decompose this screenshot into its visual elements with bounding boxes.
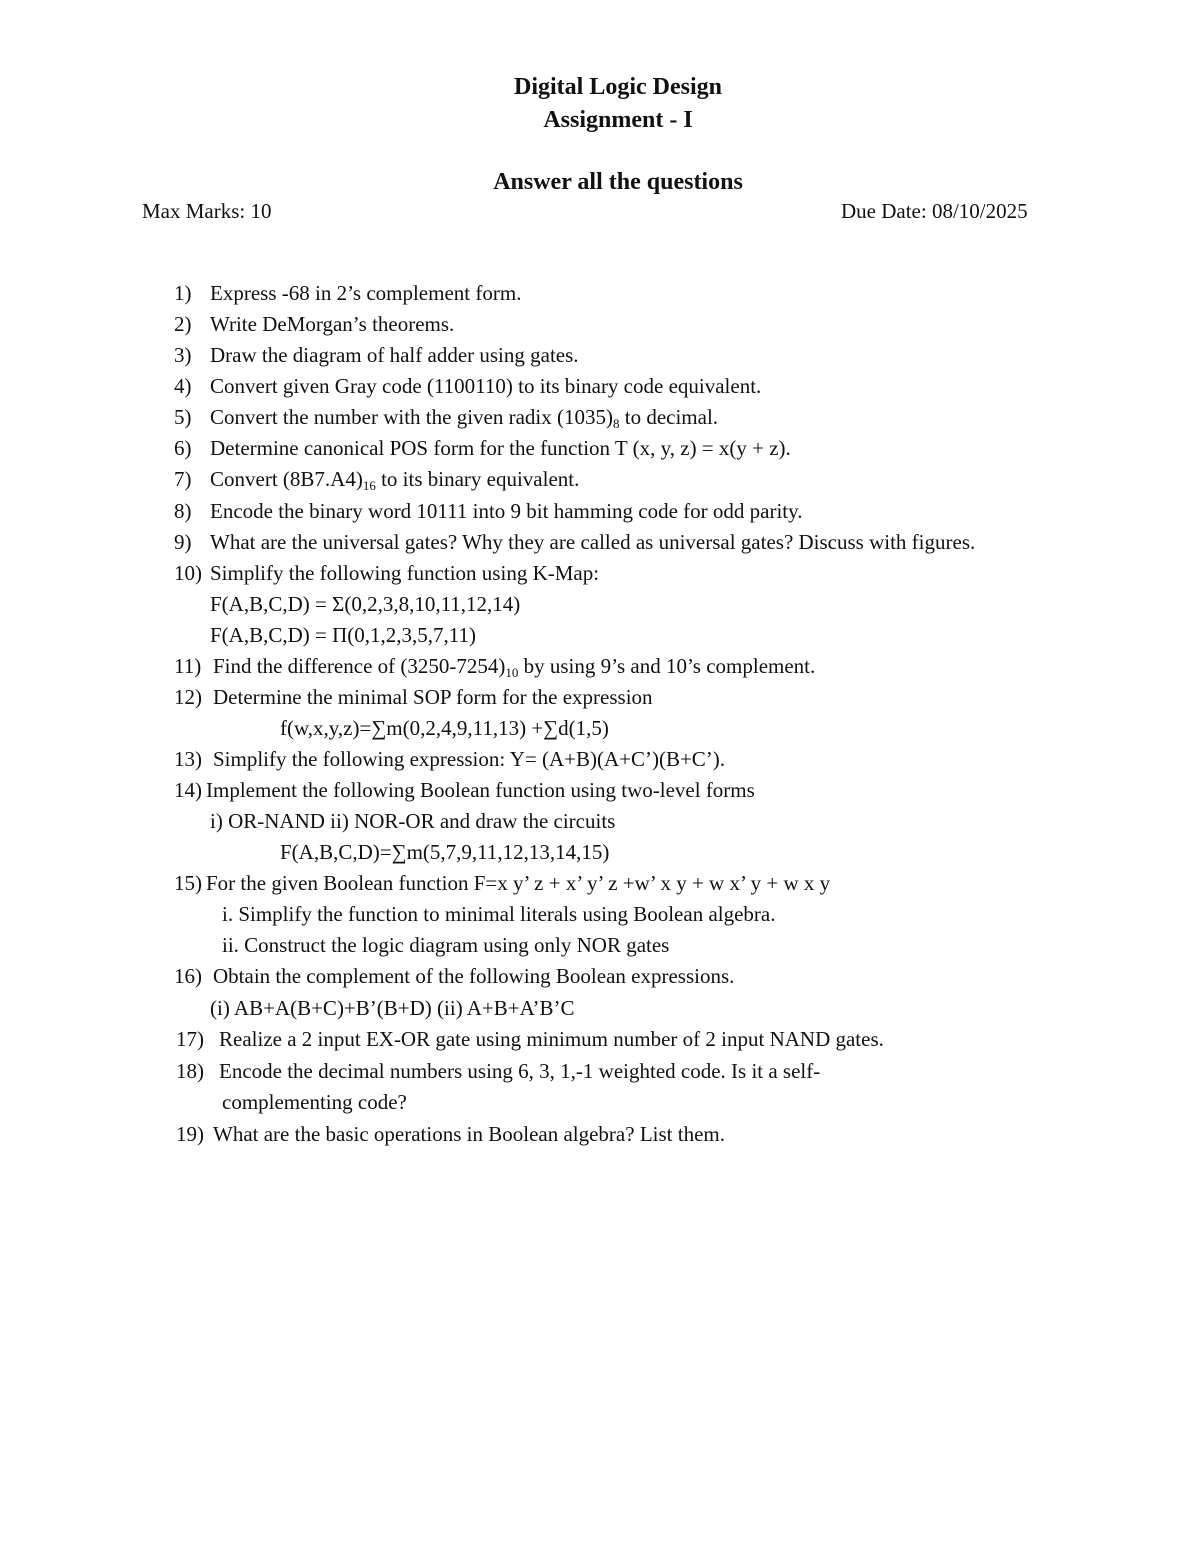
radix-subscript: 10: [505, 665, 519, 680]
question-number: 17): [176, 1027, 204, 1051]
course-title: Digital Logic Design: [514, 74, 722, 100]
question-text: Express -68 in 2’s complement form.: [210, 281, 522, 305]
question-10-line-2: F(A,B,C,D) = Π(0,1,2,3,5,7,11): [210, 623, 476, 647]
question-text: Realize a 2 input EX-OR gate using minimum number of 2 input NAND gates.: [219, 1027, 884, 1051]
question-number: 19): [176, 1122, 204, 1146]
question-text: For the given Boolean function F=x y’ z + x’ y’ z +w’ x y + w x’ y + w x y: [206, 871, 831, 895]
question-number: 7): [174, 467, 192, 491]
question-text: Find the difference of (3250-7254): [213, 654, 506, 678]
question-number: 9): [174, 530, 192, 554]
radix-subscript: 8: [613, 416, 620, 431]
question-9: [174, 528, 975, 556]
question-15: [174, 869, 830, 897]
question-text: Simplify the following function using K-Map:: [210, 561, 600, 585]
question-text: Write DeMorgan’s theorems.: [210, 312, 455, 336]
question-10-line-1: F(A,B,C,D) = Σ(0,2,3,8,10,11,12,14): [210, 592, 521, 616]
question-10: [174, 559, 599, 587]
question-text-end: by using 9’s and 10’s complement.: [518, 654, 816, 678]
question-3: [174, 341, 579, 369]
question-text: Determine canonical POS form for the function T (x, y, z) = x(y + z).: [210, 436, 791, 460]
question-text: Implement the following Boolean function using two-level forms: [206, 778, 755, 802]
question-7: [174, 465, 579, 493]
due-date: Due Date: 08/10/2025: [841, 199, 1028, 223]
question-16: [174, 962, 734, 990]
question-number: 15): [174, 871, 202, 895]
question-number: 2): [174, 312, 192, 336]
question-number: 11): [174, 654, 202, 678]
question-text: Encode the decimal numbers using 6, 3, 1,-1 weighted code. Is it a self-: [219, 1059, 821, 1083]
question-16-line-1: (i) AB+A(B+C)+B’(B+D) (ii) A+B+A’B’C: [210, 996, 575, 1020]
question-text: Determine the minimal SOP form for the expression: [213, 685, 653, 709]
question-19: [176, 1120, 725, 1148]
question-14: [174, 776, 755, 804]
question-text: What are the universal gates? Why they are called as universal gates? Discuss with figures.: [210, 530, 976, 554]
question-text: Draw the diagram of half adder using gates.: [210, 343, 579, 367]
question-number: 8): [174, 499, 192, 523]
question-14-line-1: i) OR-NAND ii) NOR-OR and draw the circuits: [210, 809, 616, 833]
question-8: [174, 497, 803, 525]
assignment-title: Assignment - I: [543, 107, 693, 133]
question-number: 4): [174, 374, 192, 398]
max-marks: Max Marks: 10: [142, 199, 272, 223]
question-text: Encode the binary word 10111 into 9 bit hamming code for odd parity.: [210, 499, 803, 523]
question-number: 1): [174, 281, 192, 305]
question-number: 18): [176, 1059, 204, 1083]
question-6: [174, 434, 791, 462]
question-number: 12): [174, 685, 202, 709]
question-text: Obtain the complement of the following Boolean expressions.: [213, 964, 735, 988]
question-18-line-1: complementing code?: [222, 1090, 407, 1114]
question-17: [176, 1025, 884, 1053]
question-15-line-2: ii. Construct the logic diagram using only NOR gates: [222, 933, 670, 957]
question-13: [174, 745, 725, 773]
question-number: 16): [174, 964, 202, 988]
question-number: 10): [174, 561, 202, 585]
question-1: [174, 279, 521, 307]
question-5: [174, 403, 718, 431]
question-number: 13): [174, 747, 202, 771]
instruction-heading: Answer all the questions: [493, 169, 743, 195]
question-12: [174, 683, 653, 711]
question-14-line-2: F(A,B,C,D)=∑m(5,7,9,11,12,13,14,15): [280, 840, 610, 864]
question-number: 5): [174, 405, 192, 429]
question-number: 3): [174, 343, 192, 367]
question-text: Convert given Gray code (1100110) to its binary code equivalent.: [210, 374, 762, 398]
question-2: [174, 310, 454, 338]
question-text-end: to decimal.: [619, 405, 719, 429]
question-12-line-1: f(w,x,y,z)=∑m(0,2,4,9,11,13) +∑d(1,5): [280, 716, 609, 740]
question-15-line-1: i. Simplify the function to minimal literals using Boolean algebra.: [222, 902, 776, 926]
question-text: Convert the number with the given radix (1035): [210, 405, 613, 429]
question-number: 14): [174, 778, 202, 802]
question-11: [174, 652, 815, 680]
radix-subscript: 16: [362, 478, 376, 493]
question-text: What are the basic operations in Boolean algebra? List them.: [213, 1122, 725, 1146]
question-number: 6): [174, 436, 192, 460]
question-4: [174, 372, 761, 400]
question-18: [176, 1057, 820, 1085]
question-text-end: to its binary equivalent.: [375, 467, 580, 491]
question-text: Convert (8B7.A4): [210, 467, 363, 491]
question-text: Simplify the following expression: Y= (A+B)(A+C’)(B+C’).: [213, 747, 726, 771]
